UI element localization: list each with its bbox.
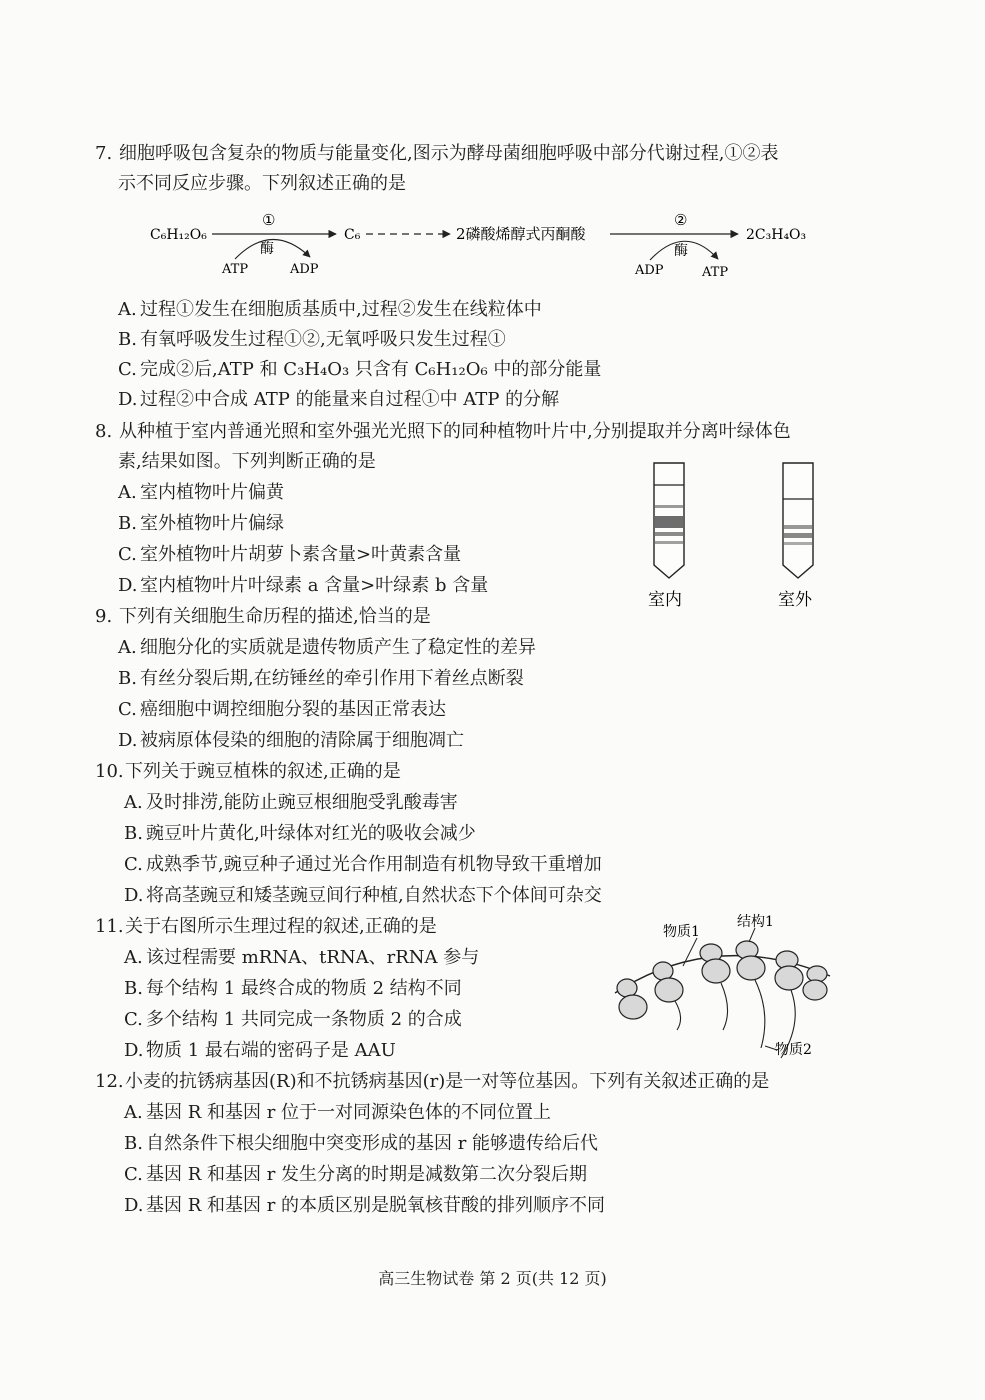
option-letter: B. (118, 329, 137, 350)
option-text: 基因 R 和基因 r 的本质区别是脱氧核苷酸的排列顺序不同 (146, 1195, 606, 1216)
label-structure1: 结构1 (737, 914, 774, 930)
q9-stem-text: 下列有关细胞生命历程的描述,恰当的是 (119, 606, 431, 627)
q7-metabolism-diagram (140, 205, 830, 285)
step2-label: ② (674, 211, 688, 229)
option-text: 细胞分化的实质就是遗传物质产生了稳定性的差异 (140, 637, 536, 658)
q11-option-a (124, 946, 479, 970)
tube-label-outdoor: 室外 (778, 590, 812, 610)
option-letter: B. (124, 1133, 143, 1154)
option-text: 室内植物叶片偏黄 (140, 482, 284, 503)
option-letter: C. (118, 699, 137, 720)
option-letter: A. (124, 1102, 143, 1123)
label-substance2: 物质2 (775, 1042, 812, 1058)
option-letter: C. (118, 359, 137, 380)
q10-option-c (124, 853, 602, 877)
option-text: 将高茎豌豆和矮茎豌豆间行种植,自然状态下个体间可杂交 (146, 885, 602, 906)
option-text: 基因 R 和基因 r 发生分离的时期是减数第二次分裂后期 (146, 1164, 588, 1185)
option-text: 该过程需要 mRNA、tRNA、rRNA 参与 (146, 947, 480, 968)
option-letter: B. (118, 668, 137, 689)
q9-option-b (118, 667, 524, 691)
q9-option-c (118, 698, 446, 722)
q7-option-c (118, 358, 601, 382)
option-text: 有氧呼吸发生过程①②,无氧呼吸只发生过程① (140, 329, 506, 350)
option-text: 室外植物叶片偏绿 (140, 513, 284, 534)
q8-stem-text1: 从种植于室内普通光照和室外强光光照下的同种植物叶片中,分别提取并分离叶绿体色 (119, 421, 791, 442)
q8-option-c (118, 543, 461, 567)
q12-stem (95, 1070, 769, 1094)
option-text: 多个结构 1 共同完成一条物质 2 的合成 (146, 1009, 462, 1030)
ribosome (617, 941, 827, 1019)
pigment-band (655, 532, 683, 536)
atp1-label: ATP (222, 262, 249, 277)
option-letter: A. (118, 299, 137, 320)
tube-label-indoor: 室内 (648, 590, 682, 610)
q7-option-b (118, 328, 506, 352)
pigment-band (784, 542, 812, 545)
q7-stem-line2: 示不同反应步骤。下列叙述正确的是 (118, 173, 406, 194)
q10-stem (95, 760, 401, 784)
q9-option-d (118, 729, 464, 753)
q11-number: 11. (95, 916, 124, 937)
option-text: 每个结构 1 最终合成的物质 2 结构不同 (146, 978, 462, 999)
q8-option-d (118, 574, 488, 598)
option-letter: D. (124, 885, 144, 906)
option-text: 物质 1 最右端的密码子是 AAU (146, 1040, 396, 1061)
q7-number: 7. (95, 143, 113, 164)
option-letter: C. (124, 1164, 143, 1185)
option-letter: D. (124, 1040, 144, 1061)
q9-stem (95, 605, 431, 629)
q11-option-b (124, 977, 462, 1001)
q11-stem-text: 关于右图所示生理过程的叙述,正确的是 (125, 916, 437, 937)
tube-indoor (654, 463, 684, 578)
q7-option-d (118, 388, 559, 412)
q11-option-c (124, 1008, 462, 1032)
option-letter: C. (124, 854, 143, 875)
q8-number: 8. (95, 421, 113, 442)
option-text: 癌细胞中调控细胞分裂的基因正常表达 (140, 699, 446, 720)
option-text: 室内植物叶片叶绿素 a 含量>叶绿素 b 含量 (140, 575, 489, 596)
q7-option-a (118, 298, 542, 322)
option-letter: A. (118, 482, 137, 503)
option-letter: A. (124, 792, 143, 813)
label-substance1: 物质1 (663, 924, 700, 940)
q12-number: 12. (95, 1071, 124, 1092)
q10-option-d (124, 884, 602, 908)
q10-stem-text: 下列关于豌豆植株的叙述,正确的是 (125, 761, 401, 782)
option-letter: C. (124, 1009, 143, 1030)
option-text: 室外植物叶片胡萝卜素含量>叶黄素含量 (140, 544, 462, 565)
option-text: 被病原体侵染的细胞的清除属于细胞凋亡 (140, 730, 464, 751)
pigment-band (655, 541, 683, 544)
q8-option-b (118, 512, 284, 536)
atp2-label: ATP (702, 265, 729, 280)
option-text: 基因 R 和基因 r 位于一对同源染色体的不同位置上 (146, 1102, 552, 1123)
option-text: 有丝分裂后期,在纺锤丝的牵引作用下着丝点断裂 (140, 668, 524, 689)
pointer-substance1 (683, 938, 697, 966)
option-letter: D. (124, 1195, 144, 1216)
q11-stem (95, 915, 437, 939)
option-text: 过程①发生在细胞质基质中,过程②发生在线粒体中 (140, 299, 542, 320)
q9-option-a (118, 636, 536, 660)
adp2-label: ADP (635, 263, 664, 278)
option-text: 豌豆叶片黄化,叶绿体对红光的吸收会减少 (146, 823, 476, 844)
pigment-band (655, 505, 683, 508)
q12-option-a (124, 1101, 551, 1125)
option-letter: A. (124, 947, 143, 968)
q7-stem-text1: 细胞呼吸包含复杂的物质与能量变化,图示为酵母菌细胞呼吸中部分代谢过程,①②表 (119, 143, 779, 164)
q12-option-c (124, 1163, 587, 1187)
q8-chromatography-tubes (630, 455, 830, 615)
adp1-label: ADP (290, 262, 319, 277)
c6-label: C₆ (344, 227, 361, 243)
option-text: 自然条件下根尖细胞中突变形成的基因 r 能够遗传给后代 (146, 1133, 599, 1154)
q7-stem-line1 (95, 142, 778, 166)
q12-option-d (124, 1194, 605, 1218)
enzyme2-label: 酶 (674, 243, 688, 259)
q10-number: 10. (95, 761, 124, 782)
pep-label: 2磷酸烯醇式丙酮酸 (456, 225, 586, 243)
option-letter: B. (124, 978, 143, 999)
q10-option-a (124, 791, 458, 815)
option-letter: A. (118, 637, 137, 658)
q10-option-b (124, 822, 476, 846)
pointer-structure1 (749, 928, 755, 942)
option-letter: B. (124, 823, 143, 844)
enzyme1-label: 酶 (260, 241, 274, 257)
option-text: 及时排涝,能防止豌豆根细胞受乳酸毒害 (146, 792, 458, 813)
option-text: 完成②后,ATP 和 C₃H₄O₃ 只含有 C₆H₁₂O₆ 中的部分能量 (140, 359, 602, 380)
option-letter: D. (118, 389, 138, 410)
pigment-band (784, 525, 812, 529)
option-letter: D. (118, 730, 138, 751)
option-letter: D. (118, 575, 138, 596)
tube-outdoor (783, 463, 813, 578)
option-text: 过程②中合成 ATP 的能量来自过程①中 ATP 的分解 (140, 389, 560, 410)
pigment-band (655, 516, 683, 528)
option-letter: B. (118, 513, 137, 534)
pigment-band (784, 533, 812, 538)
q8-stem-line1 (95, 420, 791, 444)
q11-option-d (124, 1039, 396, 1063)
option-text: 成熟季节,豌豆种子通过光合作用制造有机物导致干重增加 (146, 854, 602, 875)
q8-option-a (118, 481, 284, 505)
q8-stem-line2: 素,结果如图。下列判断正确的是 (118, 451, 376, 472)
q11-translation-diagram (605, 908, 835, 1068)
option-letter: C. (118, 544, 137, 565)
q12-option-b (124, 1132, 598, 1156)
q12-stem-text: 小麦的抗锈病基因(R)和不抗锈病基因(r)是一对等位基因。下列有关叙述正确的是 (125, 1071, 770, 1092)
step1-label: ① (262, 211, 276, 229)
q9-number: 9. (95, 606, 113, 627)
page-footer: 高三生物试卷 第 2 页(共 12 页) (378, 1269, 607, 1288)
pyruvate-label: 2C₃H₄O₃ (746, 227, 807, 243)
glucose-label: C₆H₁₂O₆ (150, 227, 207, 243)
